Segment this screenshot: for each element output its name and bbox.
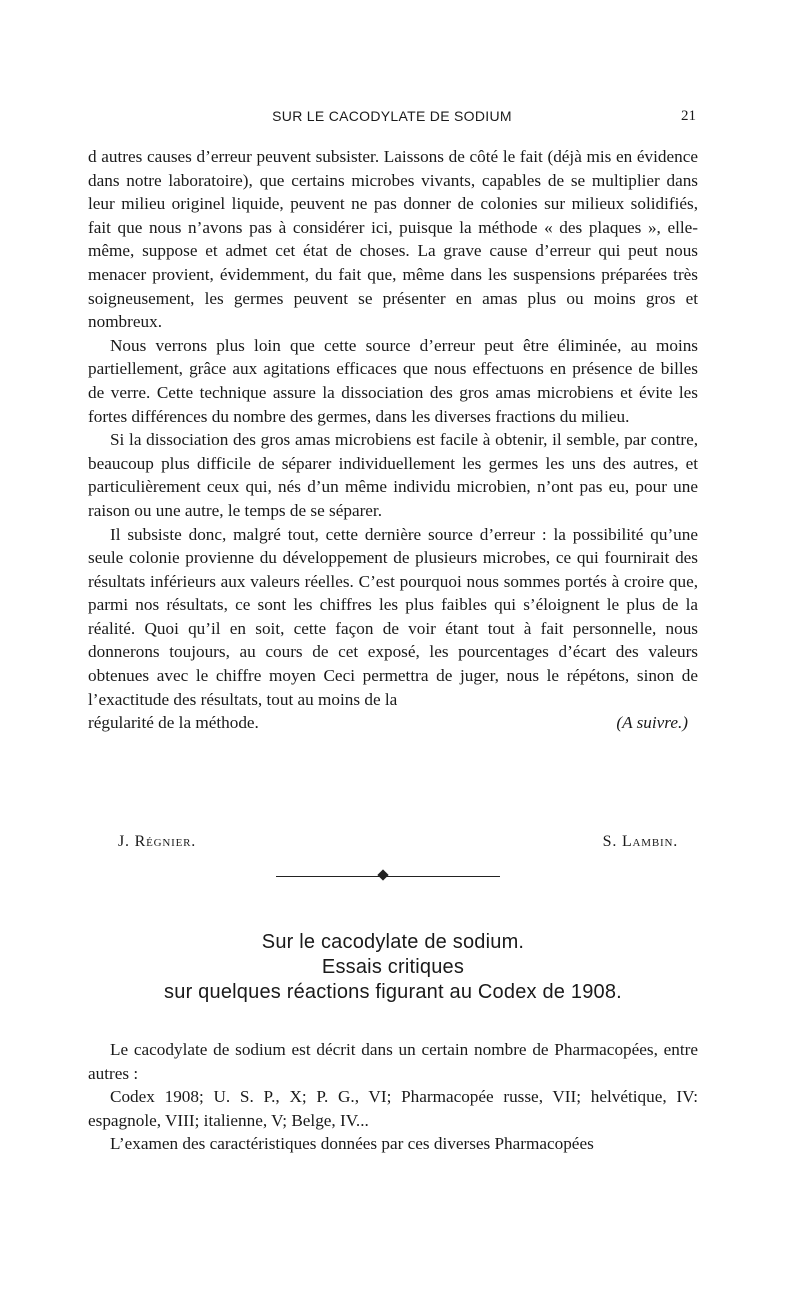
title-line: sur quelques réactions figurant au Codex de 1908.: [164, 981, 622, 1003]
paragraph: d autres causes d’erreur peuvent subsister. Laissons de côté le fait (déjà mis en évidence dans notre laboratoire), que certains microbes vivants, capables de se multiplier dans leur milieu originel liquide, peuvent ne pas donner de colonies sur milieux solidifiés, fait que nous n’avons pas à considérer ici, puisque la méthode « des plaques », elle-même, suppose et admet cet état de choses. La grave cause d’erreur qui peut nous menacer provient, évidemment, du fait que, même dans les suspensions préparées très soigneusement, les germes peuvent se présenter en amas plus ou moins gros et nombreux.: [88, 147, 698, 332]
article-title: [88, 930, 698, 1005]
title-line: Sur le cacodylate de sodium.: [261, 931, 525, 953]
running-title: SUR LE CACODYLATE DE SODIUM: [272, 108, 512, 124]
closing-line: [88, 711, 698, 735]
article-body: [88, 1038, 698, 1156]
paragraph: Le cacodylate de sodium est décrit dans un certain nombre de Pharmacopées, entre autres :: [88, 1040, 698, 1083]
to-be-continued-note: (A suivre.): [616, 713, 688, 733]
paragraph: Il subsiste donc, malgré tout, cette dernière source d’erreur : la possibilité qu’une seule colonie provienne du développement de plusieurs microbes, ce qui fournirait des résultats inférieurs aux valeurs réelles. C’est pourquoi nous sommes portés à croire que, parmi nos résultats, ce sont les chiffres les plus faibles qui s’éloignent le plus de la réalité. Quoi qu’il en soit, cette façon de voir étant tout à fait personnelle, nous donnerons toujours, au cours de cet exposé, les pourcentages d’écart des valeurs obtenues avec le chiffre moyen Ceci permettra de juger, nous le répétons, sinon de l’exactitude des résultats, tout au moins de la: [88, 524, 698, 709]
paragraph: Codex 1908; U. S. P., X; P. G., VI; Pharmacopée russe, VII; helvétique, IV: espagnole, VIII; italienne, V; Belge, IV...: [88, 1087, 698, 1130]
previous-article-body: [88, 145, 698, 735]
closing-text: régularité de la méthode.: [88, 713, 259, 733]
diamond-ornament-icon: [377, 869, 388, 880]
author-signature-left: J. Régnier.: [118, 833, 197, 850]
running-header: [88, 108, 696, 130]
author-signature-right: S. Lambin.: [602, 833, 678, 850]
section-divider: [276, 876, 500, 877]
paragraph: Nous verrons plus loin que cette source d’erreur peut être éliminée, au moins partiellement, grâce aux agitations efficaces que nous effectuons en présence de billes de verre. Cette technique assure la dissociation des gros amas microbiens et évite les fortes différences du nombre des germes, dans les diverses fractions du milieu.: [88, 335, 698, 426]
page-number: 21: [681, 108, 696, 124]
title-line: Essais critiques: [321, 956, 465, 978]
paragraph: L’examen des caractéristiques données par ces diverses Pharmacopées: [110, 1134, 594, 1154]
paragraph: Si la dissociation des gros amas microbiens est facile à obtenir, il semble, par contre, beaucoup plus difficile de séparer individuellement les germes les uns des autres, et particulièrement ceux qui, nés d’un même individu microbien, n’ont pas eu, pour une raison ou une autre, le temps de se séparer.: [88, 430, 698, 520]
